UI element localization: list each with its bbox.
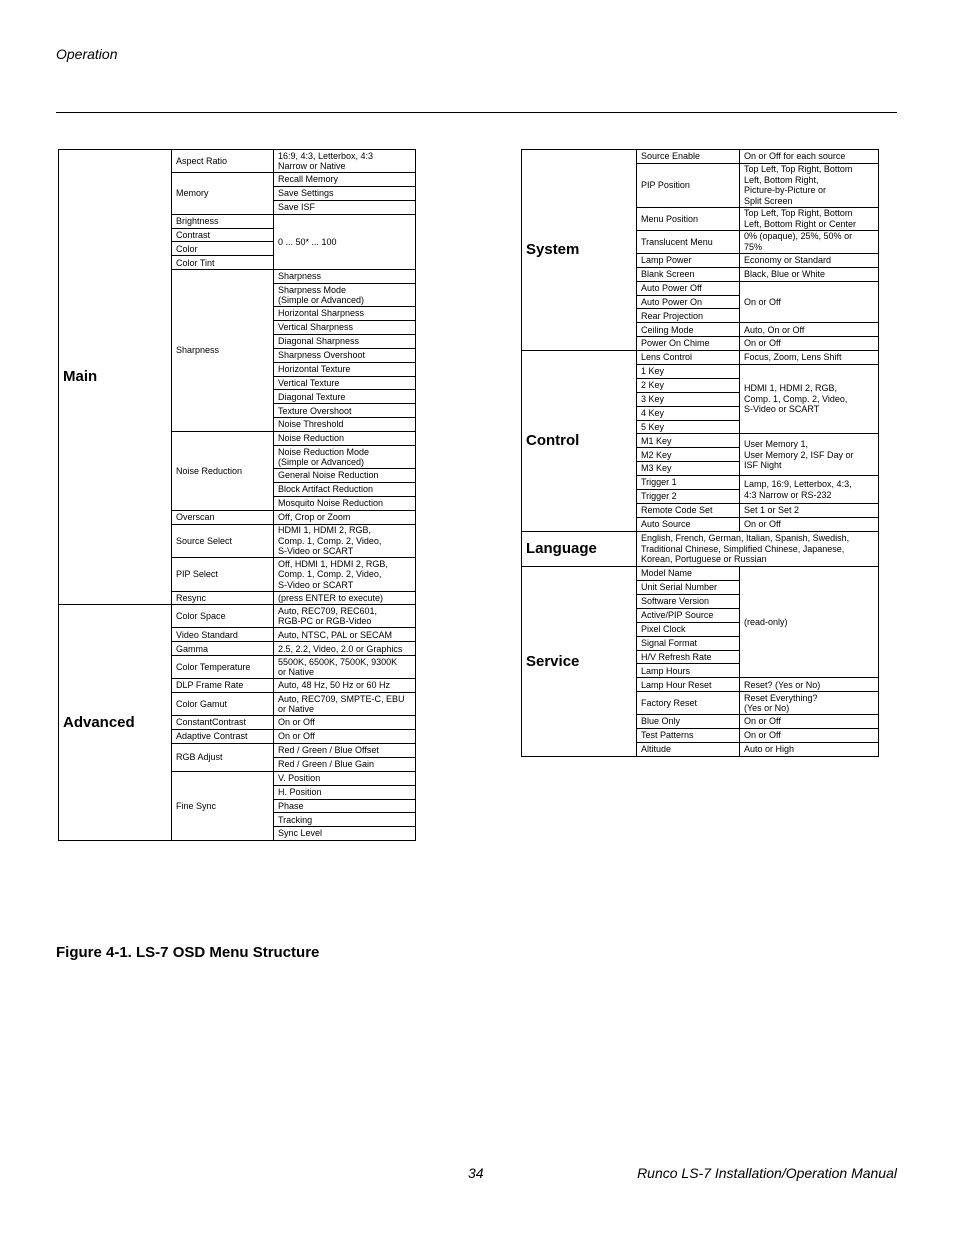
menu-item: Trigger 2 <box>637 490 740 504</box>
menu-option: Auto, REC709, REC601, RGB-PC or RGB-Video <box>274 605 416 628</box>
menu-option: Top Left, Top Right, Bottom Left, Bottom Right, Picture-by-Picture or Split Screen <box>740 163 879 207</box>
menu-option: User Memory 1, User Memory 2, ISF Day or ISF Night <box>740 434 879 476</box>
menu-item: PIP Position <box>637 163 740 207</box>
menu-item: Sharpness <box>172 270 274 432</box>
menu-item: Source Select <box>172 524 274 558</box>
menu-item: Unit Serial Number <box>637 581 740 595</box>
menu-option: Economy or Standard <box>740 253 879 267</box>
menu-item: Ceiling Mode <box>637 323 740 337</box>
menu-item: Translucent Menu <box>637 230 740 253</box>
menu-item: M3 Key <box>637 462 740 476</box>
menu-option: 2.5, 2.2, Video, 2.0 or Graphics <box>274 642 416 656</box>
menu-item: Overscan <box>172 510 274 524</box>
table-row <box>59 150 416 173</box>
menu-item: Software Version <box>637 594 740 608</box>
menu-item: Video Standard <box>172 628 274 642</box>
menu-option: Noise Threshold <box>274 418 416 432</box>
menu-option: Vertical Texture <box>274 376 416 390</box>
menu-option: Diagonal Texture <box>274 390 416 404</box>
figure-caption: Figure 4-1. LS-7 OSD Menu Structure <box>56 944 320 961</box>
menu-option: HDMI 1, HDMI 2, RGB, Comp. 1, Comp. 2, Video, S-Video or SCART <box>274 524 416 558</box>
menu-option: Save ISF <box>274 200 416 214</box>
menu-option: 16:9, 4:3, Letterbox, 4:3 Narrow or Native <box>274 150 416 173</box>
menu-item: Signal Format <box>637 636 740 650</box>
menu-category: Advanced <box>59 605 172 841</box>
menu-option: V. Position <box>274 771 416 785</box>
menu-option: On or Off <box>740 281 879 323</box>
menu-item: Auto Power Off <box>637 281 740 295</box>
menu-item: Lamp Power <box>637 253 740 267</box>
menu-option: Reset? (Yes or No) <box>740 678 879 692</box>
menu-item: M2 Key <box>637 448 740 462</box>
menu-item: Color Tint <box>172 256 274 270</box>
menu-item: 3 Key <box>637 392 740 406</box>
table-row <box>522 567 879 581</box>
menu-option: Recall Memory <box>274 173 416 187</box>
menu-item: Remote Code Set <box>637 503 740 517</box>
menu-item: Lens Control <box>637 351 740 365</box>
menu-option: Horizontal Sharpness <box>274 307 416 321</box>
menu-option: Black, Blue or White <box>740 267 879 281</box>
menu-option: Focus, Zoom, Lens Shift <box>740 351 879 365</box>
menu-item: 5 Key <box>637 420 740 434</box>
menu-item: 1 Key <box>637 365 740 379</box>
menu-option: On or Off <box>274 730 416 744</box>
menu-item: H/V Refresh Rate <box>637 650 740 664</box>
menu-item: M1 Key <box>637 434 740 448</box>
menu-option: Horizontal Texture <box>274 362 416 376</box>
menu-item: Fine Sync <box>172 771 274 840</box>
menu-category: Language <box>522 531 637 567</box>
menu-item: Lamp Hours <box>637 664 740 678</box>
table-row <box>522 150 879 164</box>
menu-option: Vertical Sharpness <box>274 321 416 335</box>
menu-item: Pixel Clock <box>637 622 740 636</box>
menu-item: Factory Reset <box>637 692 740 715</box>
menu-option: 0 ... 50* ... 100 <box>274 214 416 270</box>
menu-option: Tracking <box>274 813 416 827</box>
menu-category: Main <box>59 150 172 605</box>
menu-option: 5500K, 6500K, 7500K, 9300K or Native <box>274 656 416 679</box>
menu-option: On or Off <box>740 729 879 743</box>
menu-item: Auto Power On <box>637 295 740 309</box>
menu-item: Color Gamut <box>172 693 274 716</box>
menu-item: Rear Projection <box>637 309 740 323</box>
menu-item: Aspect Ratio <box>172 150 274 173</box>
menu-option: Noise Reduction <box>274 432 416 446</box>
menu-item: Noise Reduction <box>172 432 274 511</box>
menu-item: Blue Only <box>637 715 740 729</box>
menu-option: Top Left, Top Right, Bottom Left, Bottom Right or Center <box>740 207 879 230</box>
right-menu-table <box>521 149 879 757</box>
menu-option: 0% (opaque), 25%, 50% or 75% <box>740 230 879 253</box>
menu-item: Source Enable <box>637 150 740 164</box>
menu-option: On or Off <box>740 337 879 351</box>
menu-option: Phase <box>274 799 416 813</box>
menu-option: Texture Overshoot <box>274 404 416 418</box>
menu-option: Red / Green / Blue Offset <box>274 743 416 757</box>
menu-option: Auto, REC709, SMPTE-C, EBU or Native <box>274 693 416 716</box>
menu-option: General Noise Reduction <box>274 469 416 483</box>
menu-option: Lamp, 16:9, Letterbox, 4:3, 4:3 Narrow or RS-232 <box>740 476 879 504</box>
manual-title: Runco LS-7 Installation/Operation Manual <box>637 1165 897 1181</box>
menu-item: Memory <box>172 173 274 215</box>
menu-option: On or Off <box>740 517 879 531</box>
menu-option: Sync Level <box>274 827 416 841</box>
running-header: Operation <box>56 46 118 62</box>
menu-item: Blank Screen <box>637 267 740 281</box>
page-number: 34 <box>468 1165 484 1181</box>
menu-item: ConstantContrast <box>172 716 274 730</box>
menu-item: Auto Source <box>637 517 740 531</box>
menu-item: Altitude <box>637 743 740 757</box>
menu-item: Color Space <box>172 605 274 628</box>
menu-item: Menu Position <box>637 207 740 230</box>
menu-option: Off, Crop or Zoom <box>274 510 416 524</box>
menu-option: Set 1 or Set 2 <box>740 503 879 517</box>
menu-option: Noise Reduction Mode (Simple or Advanced) <box>274 446 416 469</box>
table-row <box>522 351 879 365</box>
header-rule <box>56 112 897 113</box>
menu-option: Sharpness Mode (Simple or Advanced) <box>274 284 416 307</box>
menu-category: Control <box>522 351 637 532</box>
menu-item: Power On Chime <box>637 337 740 351</box>
menu-item: Active/PIP Source <box>637 608 740 622</box>
menu-item: Brightness <box>172 214 274 228</box>
menu-option: H. Position <box>274 785 416 799</box>
menu-item: 4 Key <box>637 406 740 420</box>
menu-option: HDMI 1, HDMI 2, RGB, Comp. 1, Comp. 2, Video, S-Video or SCART <box>740 365 879 434</box>
menu-item: Model Name <box>637 567 740 581</box>
menu-option: Off, HDMI 1, HDMI 2, RGB, Comp. 1, Comp. 2, Video, S-Video or SCART <box>274 558 416 592</box>
menu-option: English, French, German, Italian, Spanish, Swedish, Traditional Chinese, Simplified Chinese, Japanese, Korean, Portuguese or Russian <box>637 531 879 567</box>
menu-item: Gamma <box>172 642 274 656</box>
table-row <box>522 531 879 567</box>
menu-option: Reset Everything? (Yes or No) <box>740 692 879 715</box>
left-menu-table <box>58 149 416 841</box>
menu-option: Auto or High <box>740 743 879 757</box>
menu-item: Test Patterns <box>637 729 740 743</box>
menu-option: Auto, 48 Hz, 50 Hz or 60 Hz <box>274 679 416 693</box>
menu-item: Color <box>172 242 274 256</box>
table-row <box>59 605 416 628</box>
menu-option: Diagonal Sharpness <box>274 334 416 348</box>
menu-option: (read-only) <box>740 567 879 678</box>
menu-item: PIP Select <box>172 558 274 592</box>
menu-option: On or Off for each source <box>740 150 879 164</box>
menu-item: Resync <box>172 591 274 605</box>
menu-option: (press ENTER to execute) <box>274 591 416 605</box>
menu-item: Lamp Hour Reset <box>637 678 740 692</box>
menu-item: Contrast <box>172 228 274 242</box>
menu-category: System <box>522 150 637 351</box>
menu-option: Sharpness <box>274 270 416 284</box>
menu-category: Service <box>522 567 637 757</box>
menu-option: Auto, NTSC, PAL or SECAM <box>274 628 416 642</box>
menu-item: Color Temperature <box>172 656 274 679</box>
menu-item: RGB Adjust <box>172 743 274 771</box>
menu-option: On or Off <box>740 715 879 729</box>
menu-option: Save Settings <box>274 186 416 200</box>
menu-option: Mosquito Noise Reduction <box>274 496 416 510</box>
menu-item: DLP Frame Rate <box>172 679 274 693</box>
menu-option: Auto, On or Off <box>740 323 879 337</box>
menu-item: Trigger 1 <box>637 476 740 490</box>
menu-option: Red / Green / Blue Gain <box>274 757 416 771</box>
menu-item: 2 Key <box>637 378 740 392</box>
menu-option: Block Artifact Reduction <box>274 482 416 496</box>
menu-option: Sharpness Overshoot <box>274 348 416 362</box>
menu-item: Adaptive Contrast <box>172 730 274 744</box>
menu-option: On or Off <box>274 716 416 730</box>
